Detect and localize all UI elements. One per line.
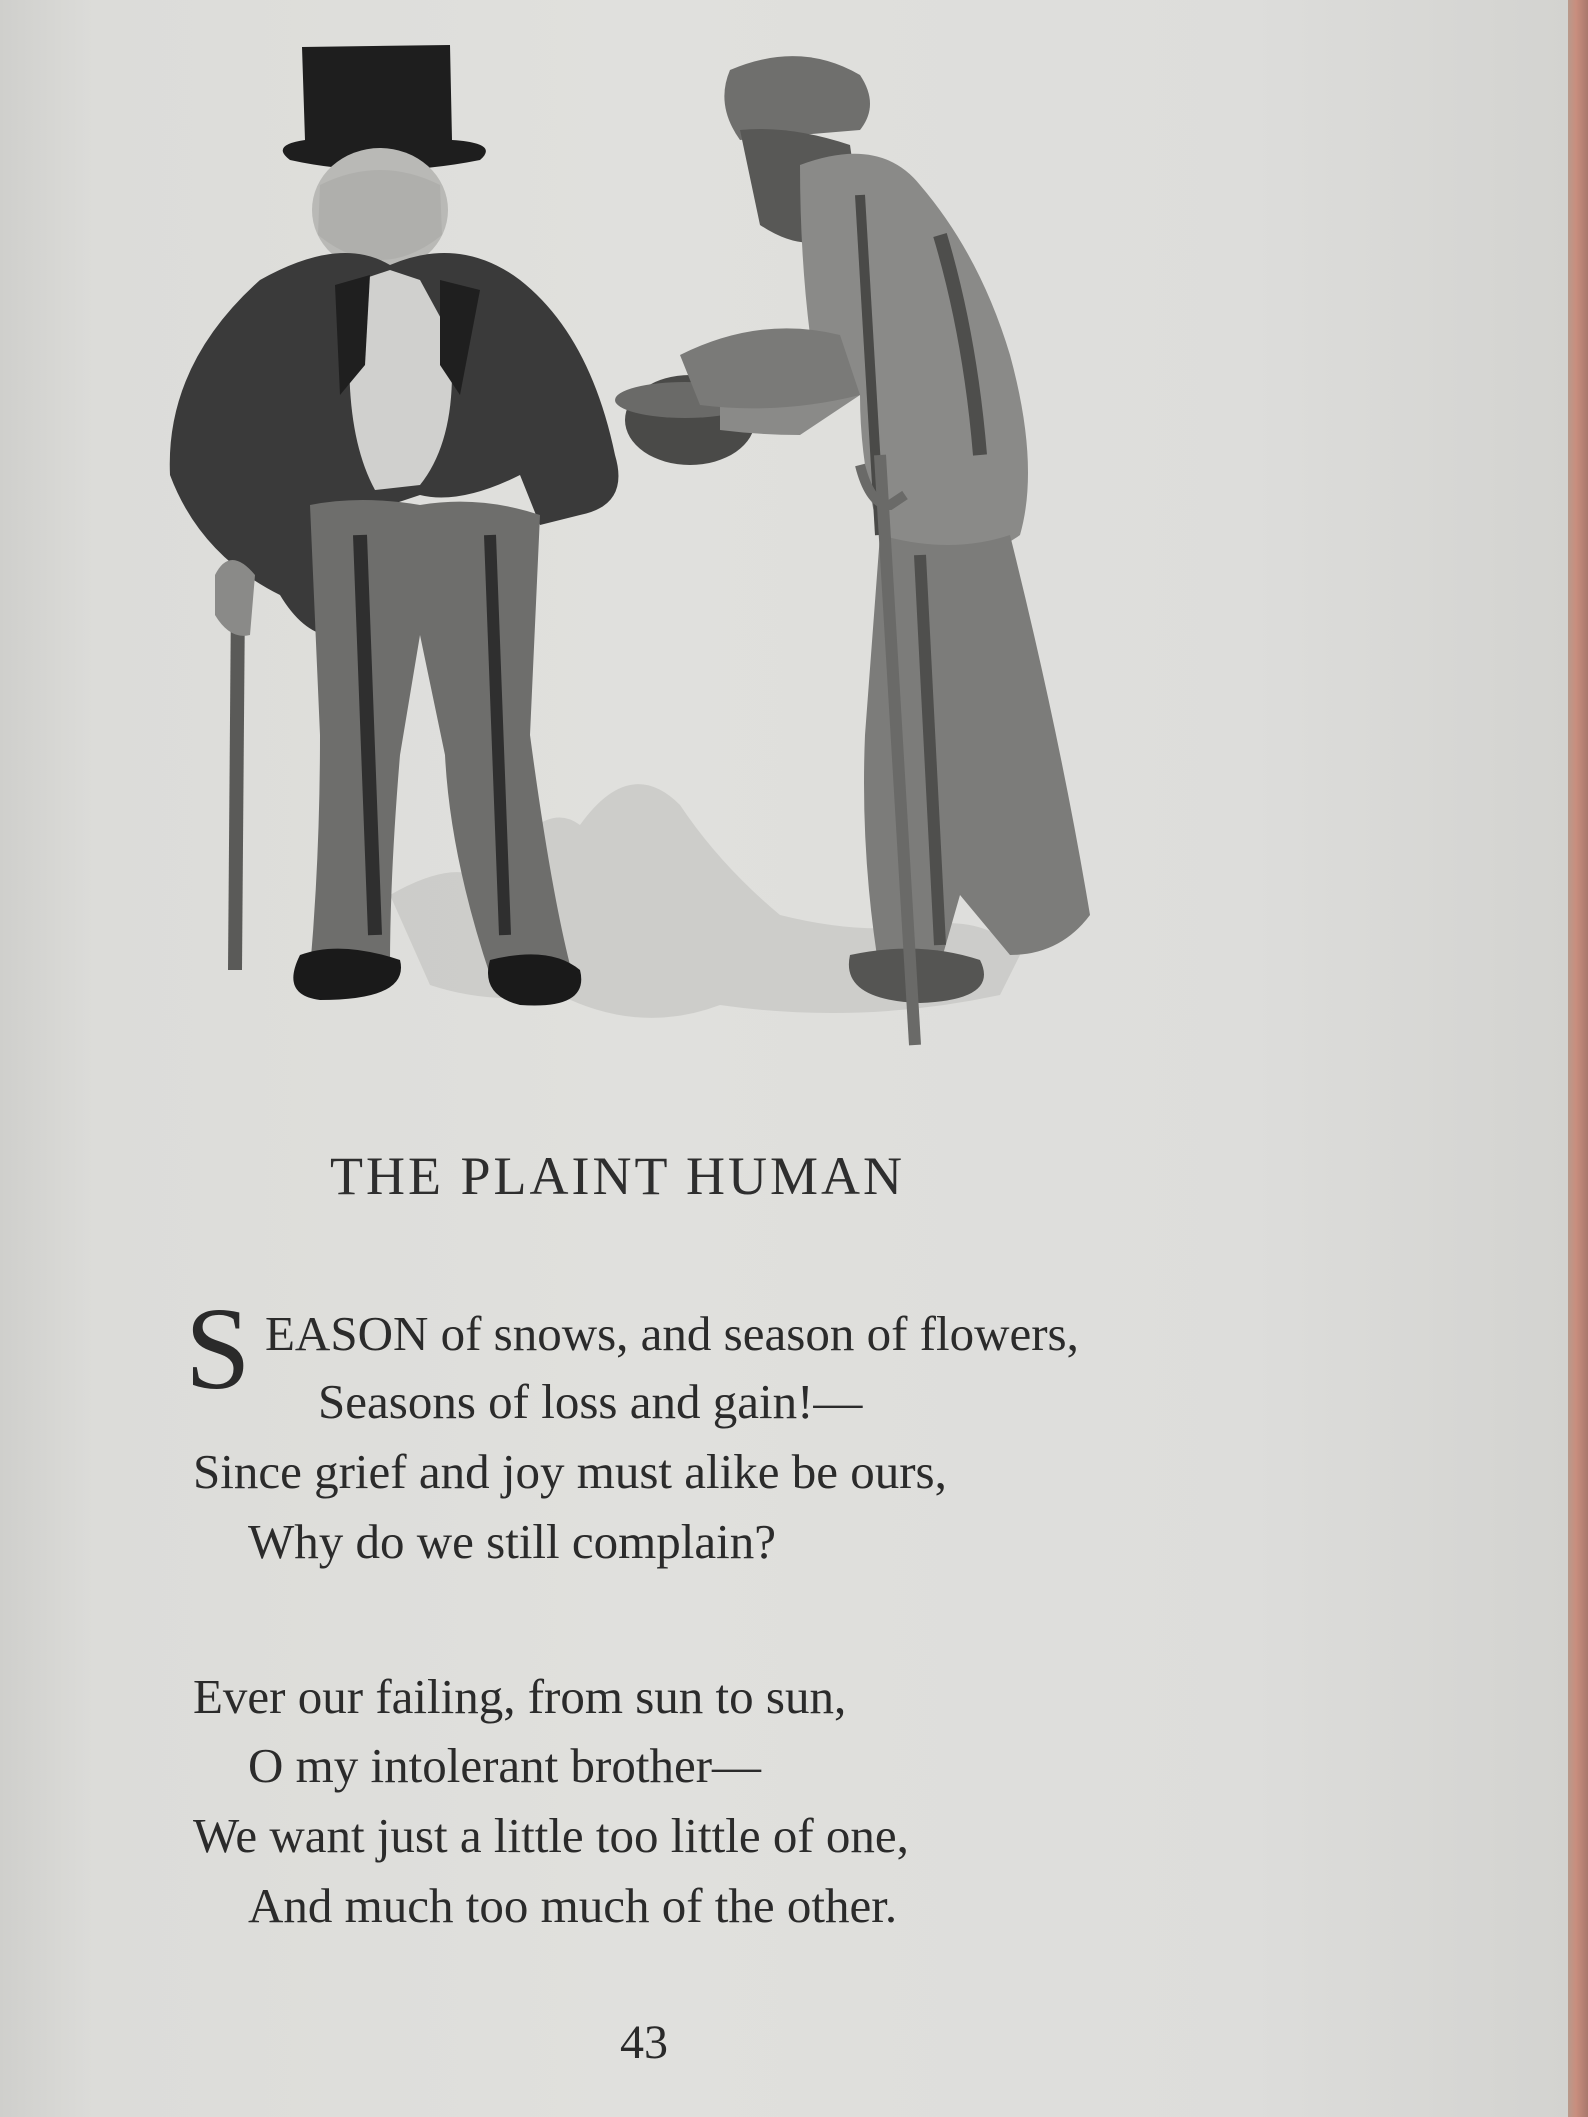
stanza-2-line-1: Ever our failing, from sun to sun, <box>193 1669 847 1724</box>
stanza-2-line-3: We want just a little too little of one, <box>193 1808 909 1863</box>
stanza-1-line-1: EASON of snows, and season of flowers, <box>265 1306 1079 1361</box>
stanza-2-line-4: And much too much of the other. <box>248 1878 898 1933</box>
drop-cap: S <box>185 1283 251 1414</box>
stanza-1-line-4: Why do we still complain? <box>248 1514 776 1569</box>
page-edge <box>1568 0 1588 2117</box>
poem-title: THE PLAINT HUMAN <box>330 1146 905 1206</box>
illustration-beggar-and-gentleman <box>160 35 1160 1075</box>
stanza-1-line-2: Seasons of loss and gain!— <box>318 1374 863 1429</box>
stanza-2-line-2: O my intolerant brother— <box>248 1738 762 1793</box>
page-number: 43 <box>620 2016 668 2069</box>
stanza-1-line-3: Since grief and joy must alike be ours, <box>193 1444 947 1499</box>
